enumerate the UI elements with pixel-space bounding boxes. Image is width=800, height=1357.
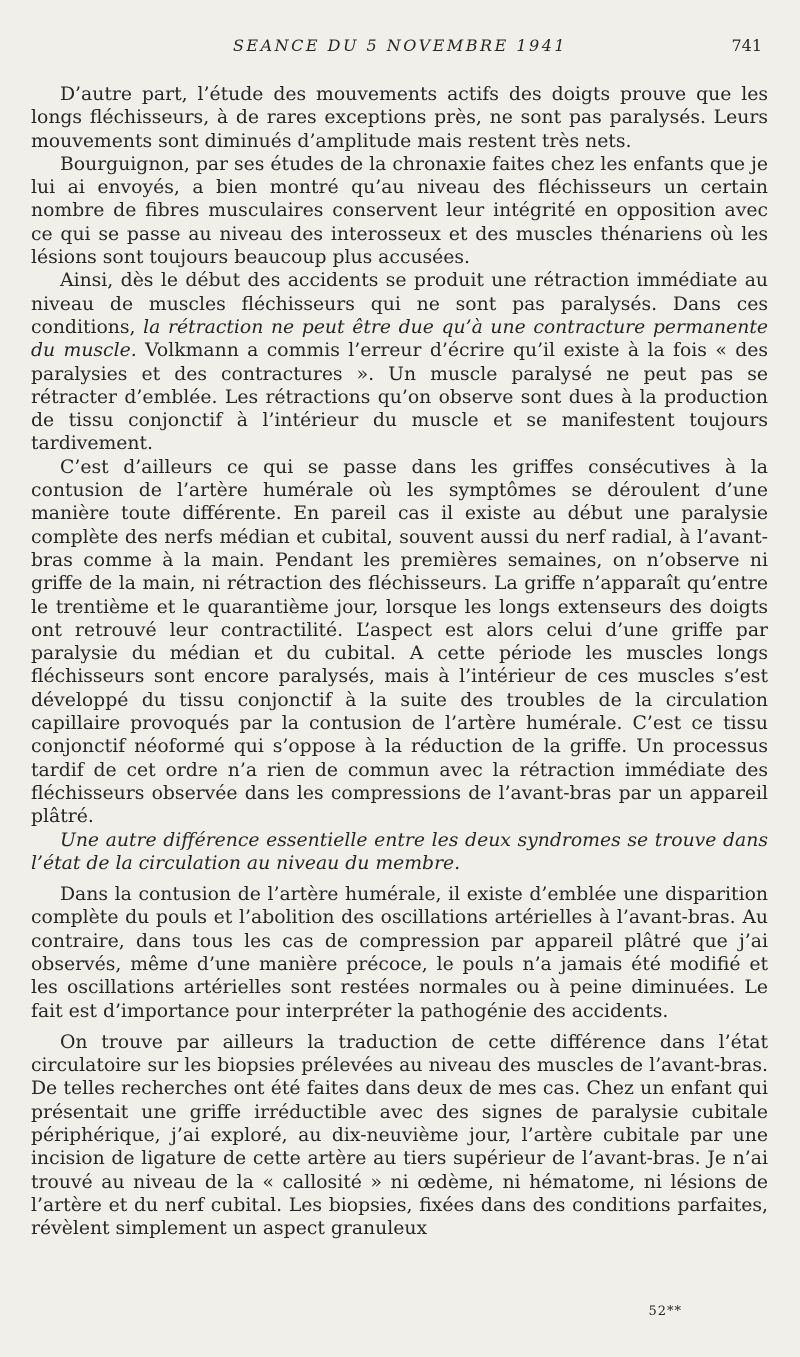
paragraph-1: D’autre part, l’étude des mouvements actifs des doigts prouve que les longs fléchisseurs, à de rares exceptions près, ne sont pas paralysés. Leurs mouvements sont diminués d’amplitude mais restent très nets. — [31, 84, 768, 152]
paragraph-7: On trouve par ailleurs la traduction de cette différence dans l’état circulatoire sur les biopsies prélevées au niveau des muscles de l’avant-bras. De telles recherches ont été faites dans deux de mes cas. Chez un enfant qui présentait une griffe irréductible avec des signes de paralysie cubitale périphérique, j’ai exploré, au dix-neuvième jour, l’artère cubitale par une incision de ligature de cette artère au tiers supérieur de l’avant-bras. Je n’ai trouvé au niveau de la « callosité » ni œdème, ni hématome, ni lésions de l’artère et du nerf cubital. Les biopsies, fixées dans des conditions parfaites, révèlent simplement un aspect granuleux — [31, 1031, 768, 1240]
paragraph-3 — [31, 269, 768, 455]
paragraph-3-end: Volkmann a commis l’erreur d’écrire qu’il existe à la fois « des paralysies et des contractures ». Un muscle paralysé ne peut pas se rétracter d’emblée. Les rétractions qu’on observe sont dues à la production de tissu conjonctif à l’intérieur du muscle et se manifestent toujours tardivement. — [31, 340, 768, 455]
paragraph-4: C’est d’ailleurs ce qui se passe dans les griffes consécutives à la contusion de l’artère humérale où les symptômes se déroulent d’une manière toute différente. En pareil cas il existe au début une paralysie complète des nerfs médian et cubital, souvent aussi du nerf radial, à l’avant-bras comme à la main. Pendant les premières semaines, on n’observe ni griffe de la main, ni rétraction des fléchisseurs. La griffe n’apparaît qu’entre le trentième et le quarantième jour, lorsque les longs extenseurs des doigts ont retrouvé leur contractilité. L’aspect est alors celui d’une griffe par paralysie du médian et du cubital. A cette période les muscles longs fléchisseurs sont encore paralysés, mais à l’intérieur de ces muscles s’est développé du tissu conjonctif à la suite des troubles de la circulation capillaire provoqués par la contusion de l’artère humérale. C’est ce tissu conjonctif néoformé qui s’oppose à la réduction de la griffe. Un processus tardif de cet ordre n’a rien de commun avec la rétraction immédiate des fléchisseurs observée dans les compressions de l’avant-bras par un appareil plâtré. — [31, 456, 768, 828]
paragraph-2: Bourguignon, par ses études de la chronaxie faites chez les enfants que je lui ai envoyés, a bien montré qu’au niveau des fléchisseurs un certain nombre de fibres musculaires conservent leur intégrité en opposition avec ce qui se passe au niveau des interosseux et des muscles thénariens où les lésions sont toujours beaucoup plus accusées. — [31, 153, 768, 269]
paragraph-3-start: Ainsi, dès le début des accidents se produit une rétraction immédiate au niveau de muscles fléchisseurs qui ne sont pas paralysés. Dans ces conditions, — [31, 270, 768, 338]
page-number: 741 — [731, 36, 762, 55]
running-title: SEANCE DU 5 NOVEMBRE 1941 — [232, 36, 568, 55]
paragraph-3-italic: la rétraction ne peut être due qu’à une contracture permanente du muscle. — [31, 316, 768, 362]
body-text — [31, 83, 768, 1241]
signature-mark: 52** — [648, 1304, 682, 1319]
paragraph-5-italic: Une autre différence essentielle entre les deux syndromes se trouve dans l’état de la circulation au niveau du membre. — [31, 829, 768, 874]
paragraph-6: Dans la contusion de l’artère humérale, il existe d’emblée une disparition complète du pouls et l’abolition des oscillations artérielles à l’avant-bras. Au contraire, dans tous les cas de compression par appareil plâtré que j’ai observés, même d’une manière précoce, le pouls n’a jamais été modifié et les oscillations artérielles sont restées normales ou à peine diminuées. Le fait est d’importance pour interpréter la pathogénie des accidents. — [31, 884, 768, 1022]
page-header — [0, 36, 800, 62]
